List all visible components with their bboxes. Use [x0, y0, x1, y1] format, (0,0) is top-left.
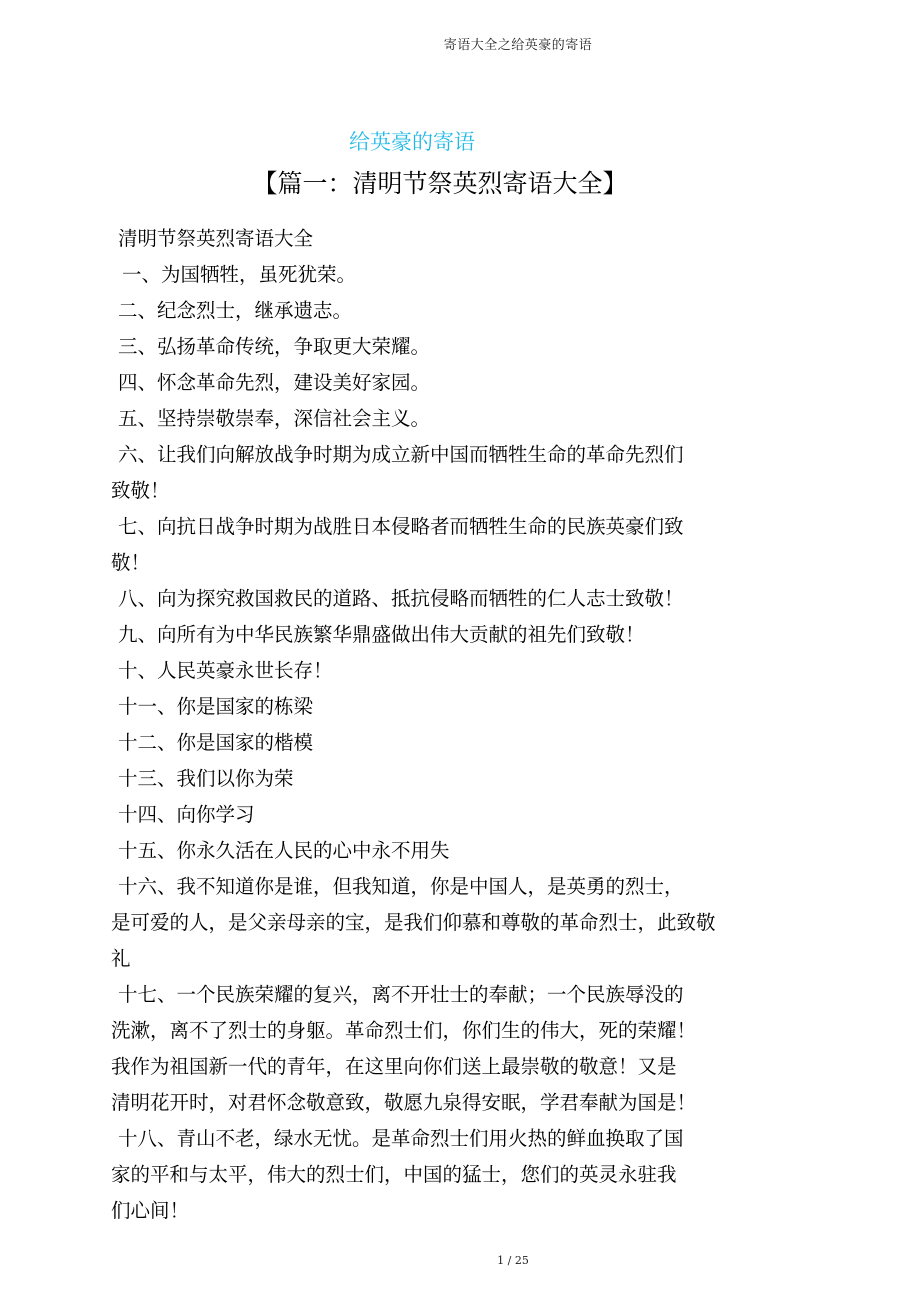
body-line: 十五、你永久活在人民的心中永不用失 — [118, 839, 450, 862]
body-line: 十二、你是国家的楷模 — [118, 731, 314, 754]
body-line: 敬！ — [111, 551, 151, 574]
section-heading: 【篇一：清明节祭英烈寄语大全】 — [252, 169, 628, 198]
body-line: 十四、向你学习 — [118, 803, 255, 826]
document-title: 给英豪的寄语 — [349, 130, 475, 154]
body-line: 是可爱的人，是父亲母亲的宝，是我们仰慕和尊敬的革命烈士，此致敬 — [111, 911, 716, 934]
body-line: 十、人民英豪永世长存！ — [118, 659, 333, 682]
body-line: 九、向所有为中华民族繁华鼎盛做出伟大贡献的祖先们致敬！ — [118, 623, 645, 646]
body-line: 二、纪念烈士，继承遗志。 — [118, 299, 353, 322]
body-line: 三、弘扬革命传统，争取更大荣耀。 — [118, 335, 431, 358]
body-line: 我作为祖国新一代的青年，在这里向你们送上最崇敬的敬意！又是 — [111, 1055, 677, 1078]
body-line: 八、向为探究救国救民的道路、抵抗侵略而牺牲的仁人志士致敬！ — [118, 587, 684, 610]
body-line: 十七、一个民族荣耀的复兴，离不开壮士的奉献；一个民族辱没的 — [118, 983, 684, 1006]
body-line: 五、坚持崇敬崇奉，深信社会主义。 — [118, 407, 431, 430]
body-line: 十一、你是国家的栋梁 — [118, 695, 314, 718]
body-line: 致敬！ — [111, 479, 170, 502]
body-line: 七、向抗日战争时期为战胜日本侵略者而牺牲生命的民族英豪们致 — [118, 515, 684, 538]
body-line: 们心间！ — [111, 1199, 190, 1222]
body-line: 十六、我不知道你是谁，但我知道，你是中国人，是英勇的烈士， — [118, 875, 684, 898]
body-line: 四、怀念革命先烈，建设美好家园。 — [118, 371, 431, 394]
page-header: 寄语大全之给英豪的寄语 — [443, 38, 593, 53]
body-line: 十三、我们以你为荣 — [118, 767, 294, 790]
body-line: 清明花开时，对君怀念敬意致，敬愿九泉得安眠，学君奉献为国是！ — [111, 1091, 697, 1114]
body-line: 清明节祭英烈寄语大全 — [118, 227, 314, 250]
body-line: 一、为国牺牲，虽死犹荣。 — [122, 263, 357, 286]
page-number: 1 / 25 — [497, 1254, 529, 1267]
body-line: 十八、青山不老，绿水无忧。是革命烈士们用火热的鲜血换取了国 — [118, 1127, 684, 1150]
body-line: 家的平和与太平，伟大的烈士们，中国的猛士，您们的英灵永驻我 — [111, 1163, 677, 1186]
body-line: 洗漱，离不了烈士的身躯。革命烈士们，你们生的伟大，死的荣耀！ — [111, 1019, 697, 1042]
body-line: 礼 — [111, 947, 131, 970]
body-line: 六、让我们向解放战争时期为成立新中国而牺牲生命的革命先烈们 — [118, 443, 684, 466]
